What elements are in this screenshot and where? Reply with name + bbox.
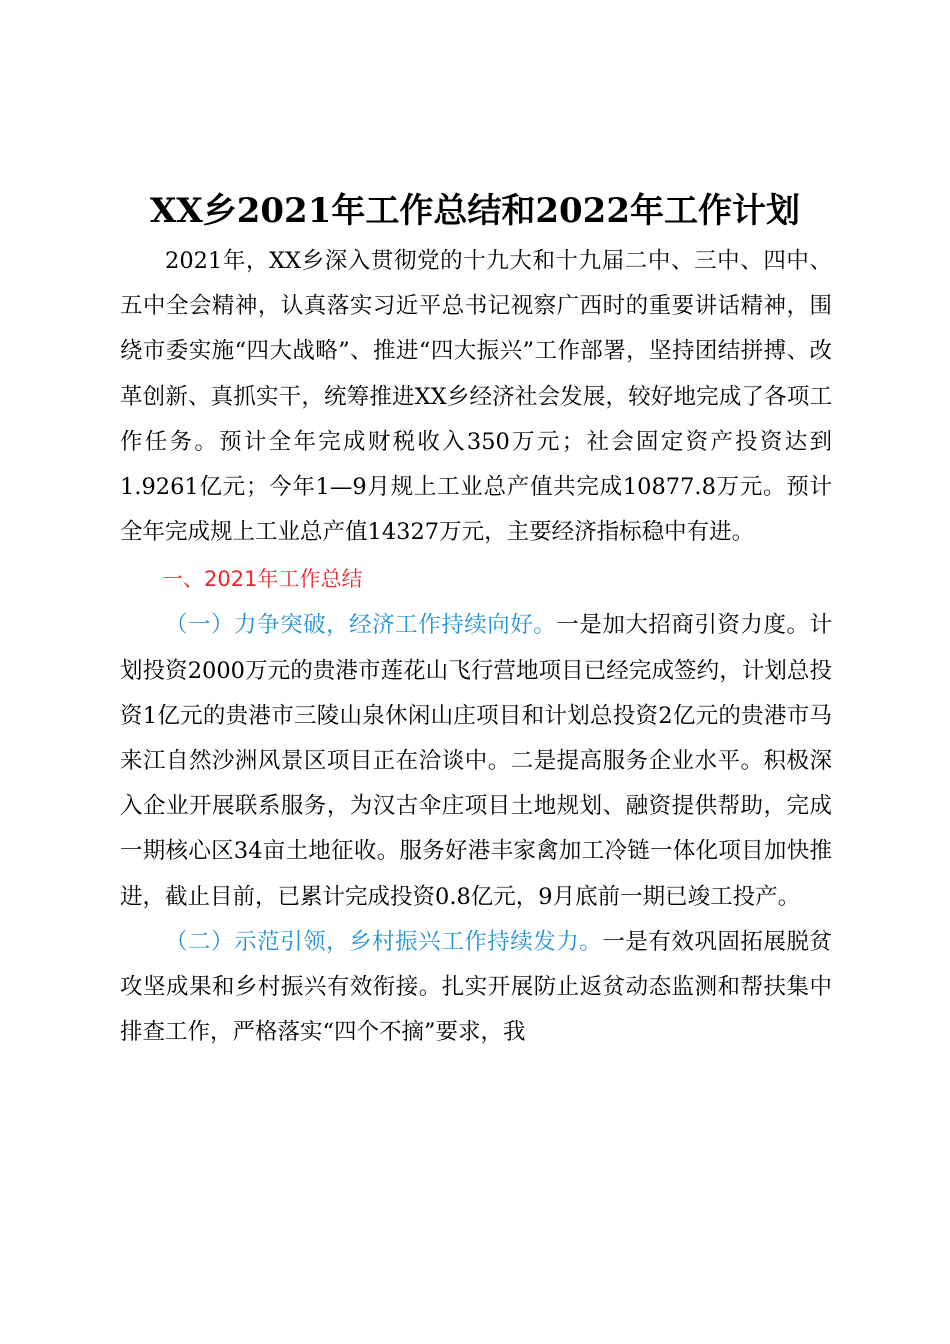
summary-item-paragraph bbox=[120, 603, 832, 919]
document-body bbox=[120, 239, 832, 1055]
section-heading: 一、2021年工作总结 bbox=[162, 567, 363, 592]
summary-item-subheading: （一）力争突破，经济工作持续向好。 bbox=[165, 612, 557, 639]
intro-paragraph: 2021年，XX乡深入贯彻党的十九大和十九届二中、三中、四中、五中全会精神，认真落实习近平总书记视察广西时的重要讲话精神，围绕市委实施“四大战略”、推进“四大振兴”工作部署，坚持团结拼搏、改革创新、真抓实干，统筹推进XX乡经济社会发展，较好地完成了各项工作任务。预计全年完成财税收入350万元；社会固定资产投资达到1.9261亿元；今年1—9月规上工业总产值共完成10877.8万元。预计全年完成规上工业总产值14327万元，主要经济指标稳中有进。 bbox=[120, 248, 832, 546]
document-title: XX乡2021年工作总结和2022年工作计划 bbox=[149, 191, 801, 231]
summary-item-text: 一是加大招商引资力度。计划投资2000万元的贵港市莲花山飞行营地项目已经完成签约，计划总投资1亿元的贵港市三陵山泉休闲山庄项目和计划总投资2亿元的贵港市马来江自然沙洲风景区项目正在洽谈中。二是提高服务企业水平。积极深入企业开展联系服务，为汉古伞庄项目土地规划、融资提供帮助，完成一期核心区34亩土地征收。服务好港丰家禽加工冷链一体化项目加快推进，截止目前，已累计完成投资0.8亿元，9月底前一期已竣工投产。 bbox=[120, 612, 832, 910]
summary-item-paragraph bbox=[120, 920, 832, 1056]
summary-item-text: 一是有效巩固拓展脱贫攻坚成果和乡村振兴有效衔接。扎实开展防止返贫动态监测和帮扶集中排查工作，严格落实“四个不摘”要求，我 bbox=[120, 928, 832, 1046]
summary-item-subheading: （二）示范引领，乡村振兴工作持续发力。 bbox=[165, 928, 603, 955]
